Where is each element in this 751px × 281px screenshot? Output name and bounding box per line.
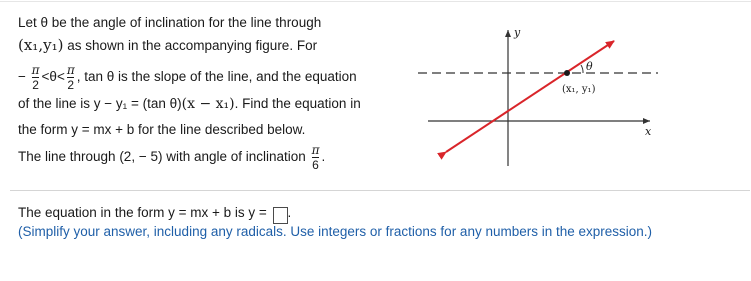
problem-line-2-text: as shown in the accompanying figure. For bbox=[63, 38, 318, 53]
problem-line-3 bbox=[18, 64, 357, 91]
pi-numerator: π bbox=[66, 63, 75, 77]
negative-sign: − bbox=[18, 69, 26, 85]
fraction-pi-over-6 bbox=[311, 144, 321, 171]
top-border bbox=[0, 1, 751, 2]
answer-prompt: The equation in the form y = mx + b is y = bbox=[18, 205, 271, 220]
problem-line-5: the form y = mx + b for the line described below. bbox=[18, 122, 306, 137]
section-divider bbox=[10, 190, 750, 191]
angle-arc bbox=[581, 65, 583, 73]
equation-part-c: . Find the equation in bbox=[234, 96, 361, 111]
inequality-text: <θ< bbox=[41, 69, 65, 85]
problem-line-1: Let θ be the angle of inclination for the line through bbox=[18, 15, 322, 30]
problem-line-6-text: The line through (2, − 5) with angle of inclination bbox=[18, 149, 310, 165]
period: . bbox=[321, 149, 326, 165]
point-label: (x₁, y₁) bbox=[562, 84, 596, 95]
instructions-text: (Simplify your answer, including any radicals. Use integers or fractions for any numbers in the expression.) bbox=[18, 224, 653, 239]
answer-input[interactable] bbox=[273, 207, 288, 224]
problem-line-3-text: , tan θ is the slope of the line, and the equation bbox=[76, 69, 357, 85]
six-denominator: 6 bbox=[312, 158, 319, 172]
two-denominator: 2 bbox=[32, 78, 39, 92]
pi-numerator: π bbox=[311, 143, 320, 157]
pi-numerator: π bbox=[31, 63, 40, 77]
problem-line-4 bbox=[18, 96, 361, 112]
equation-part-a: of the line is y − y₁ = (tan θ) bbox=[18, 96, 182, 111]
fraction-pi-over-2-left bbox=[31, 64, 41, 91]
x-axis-label: x bbox=[645, 125, 652, 138]
theta-label: θ bbox=[586, 60, 593, 73]
inclination-figure bbox=[418, 26, 658, 166]
inclined-line bbox=[446, 41, 614, 152]
answer-period: . bbox=[287, 205, 292, 220]
equation-part-b: (x − x₁) bbox=[181, 96, 235, 112]
point-dot bbox=[564, 70, 570, 76]
two-denominator: 2 bbox=[67, 78, 75, 92]
point-notation: (x₁,y₁) bbox=[18, 36, 64, 54]
problem-line-6 bbox=[18, 144, 325, 171]
answer-row bbox=[18, 205, 291, 224]
y-axis-label: y bbox=[514, 26, 521, 39]
fraction-pi-over-2-right bbox=[66, 64, 76, 91]
problem-line-2 bbox=[18, 36, 317, 54]
